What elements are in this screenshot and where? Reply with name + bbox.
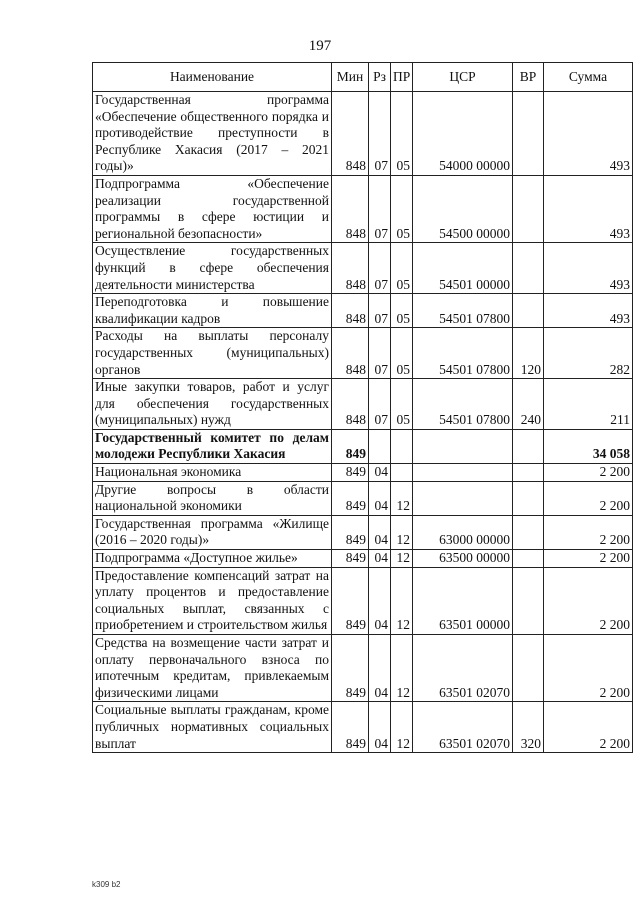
table-row — [93, 702, 633, 753]
cell-min: 848 — [332, 175, 369, 242]
header-rz: Рз — [369, 63, 391, 92]
header-sum: Сумма — [544, 63, 633, 92]
cell-vr: 320 — [513, 702, 544, 753]
cell-min: 849 — [332, 481, 369, 515]
header-pr: ПР — [391, 63, 413, 92]
cell-csr: 63501 02070 — [413, 635, 513, 702]
cell-name: Национальная экономика — [93, 464, 332, 482]
cell-rz: 07 — [369, 92, 391, 176]
cell-csr: 54501 00000 — [413, 243, 513, 294]
header-csr: ЦСР — [413, 63, 513, 92]
cell-rz: 04 — [369, 464, 391, 482]
cell-pr: 05 — [391, 243, 413, 294]
cell-rz: 07 — [369, 294, 391, 328]
cell-pr: 05 — [391, 294, 413, 328]
cell-pr: 12 — [391, 515, 413, 549]
cell-name: Государственный комитет по делам молодежи Республики Хакасия — [93, 429, 332, 463]
table-row — [93, 328, 633, 379]
cell-name: Государственная программа «Жилище (2016 – 2020 годы)» — [93, 515, 332, 549]
cell-rz: 07 — [369, 328, 391, 379]
cell-pr: 12 — [391, 481, 413, 515]
cell-csr: 54501 07800 — [413, 328, 513, 379]
cell-vr — [513, 635, 544, 702]
table-row — [93, 464, 633, 482]
cell-min: 849 — [332, 429, 369, 463]
cell-min: 849 — [332, 635, 369, 702]
cell-rz: 04 — [369, 567, 391, 634]
table-row — [93, 429, 633, 463]
cell-name: Государственная программа «Обеспечение общественного порядка и противодействие преступности в Республике Хакасия (2017 – 2021 годы)» — [93, 92, 332, 176]
cell-vr — [513, 294, 544, 328]
cell-vr — [513, 464, 544, 482]
cell-min: 848 — [332, 379, 369, 430]
cell-pr: 12 — [391, 635, 413, 702]
cell-vr: 240 — [513, 379, 544, 430]
cell-sum: 2 200 — [544, 567, 633, 634]
cell-rz: 07 — [369, 175, 391, 242]
header-name: Наименование — [93, 63, 332, 92]
cell-csr: 54500 00000 — [413, 175, 513, 242]
cell-csr: 54501 07800 — [413, 379, 513, 430]
table-row — [93, 175, 633, 242]
cell-min: 848 — [332, 328, 369, 379]
cell-pr: 05 — [391, 92, 413, 176]
cell-csr: 54000 00000 — [413, 92, 513, 176]
cell-csr — [413, 429, 513, 463]
cell-name: Подпрограмма «Обеспечение реализации государственной программы в сфере юстиции и региональной безопасности» — [93, 175, 332, 242]
cell-rz: 04 — [369, 481, 391, 515]
cell-sum: 2 200 — [544, 481, 633, 515]
table-row — [93, 550, 633, 568]
cell-sum: 493 — [544, 243, 633, 294]
cell-sum: 493 — [544, 92, 633, 176]
table-row — [93, 243, 633, 294]
table-row — [93, 379, 633, 430]
cell-pr — [391, 464, 413, 482]
cell-csr: 63500 00000 — [413, 550, 513, 568]
cell-pr: 05 — [391, 175, 413, 242]
cell-min: 849 — [332, 567, 369, 634]
table-row — [93, 92, 633, 176]
cell-vr — [513, 550, 544, 568]
cell-pr: 05 — [391, 328, 413, 379]
footer-code: k309 b2 — [92, 880, 121, 889]
cell-sum: 2 200 — [544, 635, 633, 702]
table-row — [93, 567, 633, 634]
cell-csr: 63000 00000 — [413, 515, 513, 549]
cell-name: Переподготовка и повышение квалификации кадров — [93, 294, 332, 328]
cell-vr — [513, 515, 544, 549]
cell-vr: 120 — [513, 328, 544, 379]
header-vr: ВР — [513, 63, 544, 92]
cell-sum: 2 200 — [544, 515, 633, 549]
table-row — [93, 515, 633, 549]
cell-name: Социальные выплаты гражданам, кроме публичных нормативных социальных выплат — [93, 702, 332, 753]
cell-min: 849 — [332, 515, 369, 549]
cell-name: Предоставление компенсаций затрат на уплату процентов и предоставление социальных выплат, связанных с приобретением и строительством жилья — [93, 567, 332, 634]
cell-name: Иные закупки товаров, работ и услуг для обеспечения государственных (муниципальных) нужд — [93, 379, 332, 430]
cell-sum: 34 058 — [544, 429, 633, 463]
cell-sum: 211 — [544, 379, 633, 430]
cell-csr: 63501 00000 — [413, 567, 513, 634]
cell-name: Осуществление государственных функций в сфере обеспечения деятельности министерства — [93, 243, 332, 294]
cell-vr — [513, 92, 544, 176]
cell-sum: 2 200 — [544, 702, 633, 753]
cell-vr — [513, 429, 544, 463]
cell-vr — [513, 567, 544, 634]
cell-csr: 63501 02070 — [413, 702, 513, 753]
cell-sum: 493 — [544, 175, 633, 242]
cell-name: Средства на возмещение части затрат и оплату первоначального взноса по ипотечным кредитам, привлекаемым физическими лицами — [93, 635, 332, 702]
cell-min: 848 — [332, 294, 369, 328]
cell-vr — [513, 481, 544, 515]
cell-sum: 493 — [544, 294, 633, 328]
cell-rz: 04 — [369, 550, 391, 568]
cell-vr — [513, 243, 544, 294]
table-header-row — [93, 63, 633, 92]
cell-sum: 2 200 — [544, 464, 633, 482]
cell-csr: 54501 07800 — [413, 294, 513, 328]
cell-min: 848 — [332, 92, 369, 176]
cell-rz: 04 — [369, 702, 391, 753]
table-row — [93, 481, 633, 515]
cell-rz — [369, 429, 391, 463]
page-number: 197 — [308, 38, 332, 54]
cell-vr — [513, 175, 544, 242]
cell-name: Другие вопросы в области национальной экономики — [93, 481, 332, 515]
cell-sum: 2 200 — [544, 550, 633, 568]
cell-name: Подпрограмма «Доступное жилье» — [93, 550, 332, 568]
cell-min: 848 — [332, 243, 369, 294]
cell-rz: 04 — [369, 635, 391, 702]
cell-rz: 07 — [369, 379, 391, 430]
cell-min: 849 — [332, 702, 369, 753]
cell-csr — [413, 481, 513, 515]
header-min: Мин — [332, 63, 369, 92]
table-row — [93, 294, 633, 328]
cell-pr: 05 — [391, 379, 413, 430]
budget-table — [92, 62, 633, 753]
cell-rz: 04 — [369, 515, 391, 549]
cell-sum: 282 — [544, 328, 633, 379]
cell-pr: 12 — [391, 550, 413, 568]
cell-csr — [413, 464, 513, 482]
cell-rz: 07 — [369, 243, 391, 294]
cell-min: 849 — [332, 464, 369, 482]
cell-pr: 12 — [391, 567, 413, 634]
cell-pr — [391, 429, 413, 463]
cell-name: Расходы на выплаты персоналу государственных (муниципальных) органов — [93, 328, 332, 379]
table-row — [93, 635, 633, 702]
cell-pr: 12 — [391, 702, 413, 753]
cell-min: 849 — [332, 550, 369, 568]
